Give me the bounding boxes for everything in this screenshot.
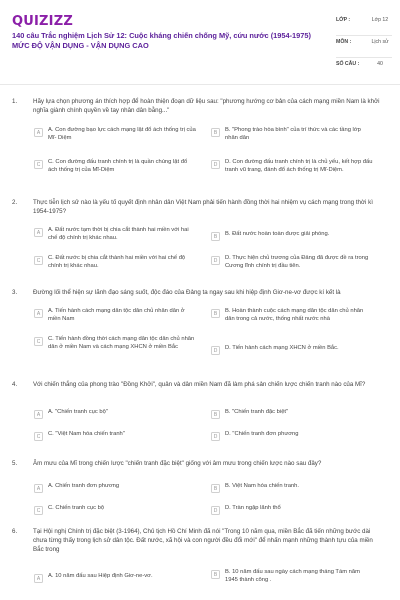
option-letter-box[interactable]: B <box>211 232 220 241</box>
option-a[interactable] <box>34 307 196 324</box>
question-number: 5. <box>12 460 18 467</box>
option-letter-box[interactable]: C <box>34 506 43 515</box>
option-c[interactable] <box>34 254 196 271</box>
option-letter-box[interactable]: D <box>211 432 220 441</box>
option-d[interactable] <box>211 254 373 271</box>
document-title <box>12 31 334 50</box>
question-text: Đường lối thể hiện sự lãnh đạo sáng suốt, độc đáo của Đảng ta ngay sau khi hiệp định Giơ-ne-vơ được kí kết là <box>33 289 341 296</box>
option-letter-box[interactable]: A <box>34 410 43 419</box>
option-b[interactable] <box>211 568 373 585</box>
meta-panel <box>336 14 392 80</box>
option-text: C. Chiến tranh cục bộ <box>48 505 105 511</box>
option-letter-box[interactable]: D <box>211 256 220 265</box>
option-a[interactable] <box>34 126 196 143</box>
option-text: A. Tiến hành cách mạng dân tộc dân chủ nhân dân ở miền Nam <box>48 308 185 323</box>
option-letter-box[interactable]: C <box>34 432 43 441</box>
option-c[interactable] <box>34 158 196 175</box>
option-c[interactable] <box>34 430 196 441</box>
question-number: 3. <box>12 289 18 296</box>
option-text: B. "Phong trào hòa bình" của trí thức và các tầng lớp nhân dân <box>225 127 361 142</box>
option-text: D. Thực hiện chủ trương của Đảng đã được đề ra trong Cương lĩnh chính trị đầu tiên. <box>225 255 369 270</box>
question-text: Thực tiễn lịch sử nào là yếu tố quyết định nhân dân Việt Nam phải tiến hành đồng thời hai nhiệm vụ cách mạng trong thời kì 1954-1975? <box>33 199 373 215</box>
option-letter-box[interactable]: D <box>211 160 220 169</box>
option-d[interactable] <box>211 344 373 355</box>
option-a[interactable] <box>34 572 196 583</box>
option-letter-box[interactable]: A <box>34 574 43 583</box>
option-text: B. 10 năm đấu sau ngày cách mạng tháng Tám năm 1945 thành công . <box>225 569 360 584</box>
option-a[interactable] <box>34 482 196 493</box>
option-letter-box[interactable]: A <box>34 128 43 137</box>
meta-value: Lịch sử <box>371 39 389 45</box>
question-text: Âm mưu của Mĩ trong chiến lược "chiến tranh đặc biệt" giống với âm mưu trong chiến lược nào sau đây? <box>33 460 322 467</box>
meta-label: LỚP : <box>336 17 351 23</box>
option-text: B. Việt Nam hóa chiến tranh. <box>225 483 300 489</box>
option-letter-box[interactable]: B <box>211 484 220 493</box>
option-a[interactable] <box>34 408 196 419</box>
title-line-1: 140 câu Trắc nghiệm Lịch Sử 12: Cuộc kháng chiến chống Mỹ, cứu nước (1954-1975) <box>12 31 311 40</box>
option-letter-box[interactable]: B <box>211 410 220 419</box>
option-letter-box[interactable]: B <box>211 570 220 579</box>
option-b[interactable] <box>211 230 373 241</box>
meta-subject <box>336 36 392 58</box>
option-d[interactable] <box>211 504 373 515</box>
option-letter-box[interactable]: A <box>34 484 43 493</box>
option-text: A. Chiến tranh đơn phương <box>48 483 120 489</box>
quizizz-logo: QUIZIZZ <box>12 14 73 29</box>
option-text: A. 10 năm đấu sau Hiệp định Giơ-ne-vơ. <box>48 573 153 579</box>
meta-grade <box>336 14 392 36</box>
option-d[interactable] <box>211 158 373 175</box>
question-text: Hãy lựa chọn phương án thích hợp để hoàn thiện đoạn dữ liệu sau: "phương hướng cơ bản của cách mạng miền Nam là khởi nghĩa giành chính quyền về tay nhân dân bằng..." <box>33 98 380 114</box>
option-text: C. "Việt Nam hóa chiến tranh" <box>48 431 125 437</box>
question-number: 2. <box>12 199 18 206</box>
option-text: B. Hoàn thành cuộc cách mạng dân tộc dân chủ nhân dân trong cả nước, thống nhất nước nhà <box>225 308 364 323</box>
question-number: 4. <box>12 381 18 388</box>
title-line-2: MỨC ĐỘ VẬN DỤNG - VẬN DỤNG CAO <box>12 40 149 50</box>
option-letter-box[interactable]: C <box>34 337 43 346</box>
option-text: A. "Chiến tranh cục bộ" <box>48 409 108 415</box>
option-letter-box[interactable]: B <box>211 128 220 137</box>
option-letter-box[interactable]: A <box>34 228 43 237</box>
meta-label: MÔN : <box>336 39 352 45</box>
option-letter-box[interactable]: A <box>34 309 43 318</box>
meta-value: 40 <box>377 61 383 67</box>
option-text: A. Đất nước tạm thời bị chia cắt thành hai miền với hai chế độ chính trị khác nhau. <box>48 227 189 242</box>
option-letter-box[interactable]: D <box>211 346 220 355</box>
option-text: D. Con đường đấu tranh chính trị là chủ yếu, kết hợp đấu tranh vũ trang, đánh đổ ách thống trị Mĩ-Diệm. <box>225 159 373 174</box>
option-c[interactable] <box>34 335 196 352</box>
option-text: C. Đất nước bị chia cắt thành hai miền với hai chế độ chính trị khác nhau. <box>48 255 186 270</box>
question-number: 1. <box>12 98 18 105</box>
option-text: A. Con đường bạo lực cách mạng lật đổ ách thống trị của Mĩ- Diệm <box>48 127 196 142</box>
option-text: D. Tràn ngập lãnh thổ <box>225 505 281 511</box>
option-b[interactable] <box>211 482 373 493</box>
option-b[interactable] <box>211 307 373 324</box>
meta-count <box>336 58 392 80</box>
option-b[interactable] <box>211 408 373 419</box>
option-c[interactable] <box>34 504 196 515</box>
option-text: C. Tiến hành đồng thời cách mạng dân tộc dân chủ nhân dân ở miền Nam và cách mạng XHCN ở miền Bắc <box>48 336 195 351</box>
option-text: C. Con đường đấu tranh chính trị là quần chúng lật đổ ách thống trị của Mĩ-Diệm <box>48 159 188 174</box>
option-letter-box[interactable]: C <box>34 160 43 169</box>
option-letter-box[interactable]: B <box>211 309 220 318</box>
question-text: Với chiến thắng của phong trào "Đồng Khởi", quân và dân miền Nam đã làm phá sản chiến lược chiến tranh nào của Mĩ? <box>33 381 366 388</box>
option-text: B. Đất nước hoàn toàn được giải phóng. <box>225 231 330 237</box>
header-divider <box>0 84 400 85</box>
option-b[interactable] <box>211 126 373 143</box>
question-number: 6. <box>12 528 18 535</box>
option-d[interactable] <box>211 430 373 441</box>
option-text: B. "Chiến tranh đặc biệt" <box>225 409 289 415</box>
option-letter-box[interactable]: D <box>211 506 220 515</box>
option-a[interactable] <box>34 226 196 243</box>
option-text: D. Tiến hành cách mạng XHCN ở miền Bắc. <box>225 345 339 351</box>
document-header <box>0 0 400 84</box>
option-letter-box[interactable]: C <box>34 256 43 265</box>
question-text: Tại Hội nghị Chính trị đặc biệt (3-1964), Chủ tịch Hồ Chí Minh đã nói "Trong 10 năm qua, miền Bắc đã tiến những bước dài chưa từng thấy trong lịch sử dân tộc. Đất nước, xã hội và con người đều đổi mới" để nhấn mạnh những thành tựu của miền Bắc trong <box>33 528 373 553</box>
meta-value: Lớp 12 <box>371 17 389 23</box>
meta-label: SỐ CÂU : <box>336 61 360 67</box>
option-text: D. "Chiến tranh đơn phương <box>225 431 299 437</box>
